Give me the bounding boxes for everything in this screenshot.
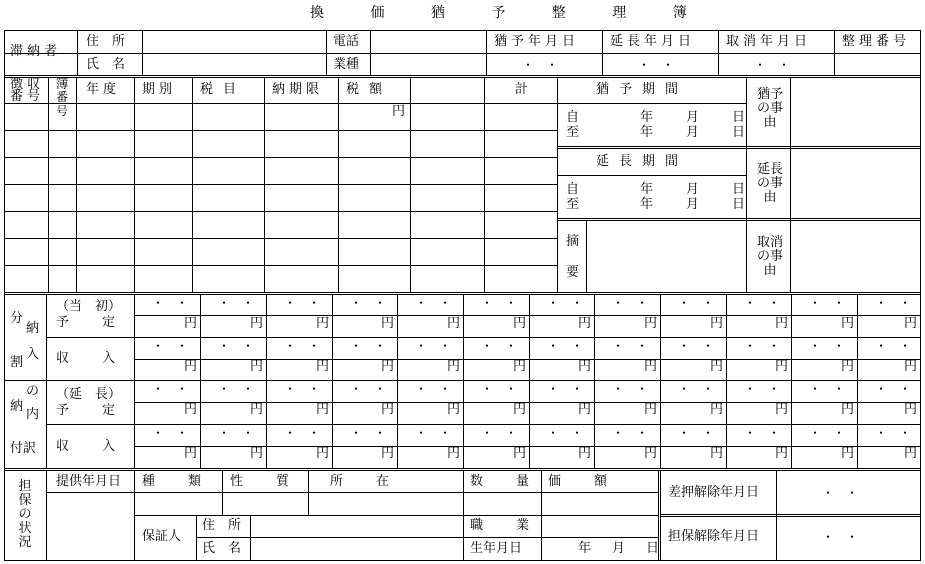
installment-label-5: 内 xyxy=(26,407,40,422)
installment-yen-cell: 円 xyxy=(184,402,198,417)
collateral-release-label: 担保解除年月日 xyxy=(668,529,760,544)
installment-yen-cell: 円 xyxy=(184,359,198,374)
installment-yen-cell: 円 xyxy=(775,316,789,331)
installment-yen-cell: 円 xyxy=(381,316,395,331)
tax-amount-header: 税額 xyxy=(346,82,393,97)
ledger-label-2: 番号 xyxy=(55,90,68,118)
installment-yen-cell: 円 xyxy=(316,359,330,374)
cancel-date-label: 取消年月日 xyxy=(726,34,812,49)
installment-date-cell: ・ ・ xyxy=(415,296,452,310)
installment-yen-cell: 円 xyxy=(381,359,395,374)
installment-date-cell: ・ ・ xyxy=(612,339,649,353)
grace-date-value: ・ ・ xyxy=(522,58,559,72)
installment-date-cell: ・ ・ xyxy=(547,426,584,440)
remarks-label-bottom: 要 xyxy=(566,265,580,280)
installment-date-cell: ・ ・ xyxy=(350,382,387,396)
installment-date-cell: ・ ・ xyxy=(284,339,321,353)
installment-date-cell: ・ ・ xyxy=(218,339,255,353)
installment-date-cell: ・ ・ xyxy=(481,296,518,310)
installment-date-cell: ・ ・ xyxy=(809,426,846,440)
grace-to-label: 至 xyxy=(566,125,580,140)
installment-yen-cell: 円 xyxy=(316,316,330,331)
installment-label-3: の xyxy=(26,384,40,399)
grace-reason-label: 猶予の事由 xyxy=(756,87,783,130)
installment-date-cell: ・ ・ xyxy=(350,426,387,440)
installment-date-cell: ・ ・ xyxy=(875,296,912,310)
extension-reason-label: 延長の事由 xyxy=(756,162,783,205)
extended-income-label: 収 入 xyxy=(56,439,126,454)
collection-label-top: 徴収 xyxy=(10,77,45,92)
grace-date-label: 猶予年月日 xyxy=(494,34,580,49)
installment-date-cell: ・ ・ xyxy=(547,382,584,396)
ext-from-label: 自 xyxy=(566,182,580,197)
installment-yen-cell: 円 xyxy=(775,359,789,374)
provided-date-header: 提供年月日 xyxy=(56,474,122,489)
tax-item-header: 税目 xyxy=(200,82,247,97)
installment-yen-cell: 円 xyxy=(250,446,264,461)
installment-date-cell: ・ ・ xyxy=(284,426,321,440)
installment-date-cell: ・ ・ xyxy=(875,339,912,353)
installment-yen-cell: 円 xyxy=(841,359,855,374)
serial-number-label: 整理番号 xyxy=(842,34,911,49)
installment-date-cell: ・ ・ xyxy=(809,382,846,396)
occupation-label: 職 業 xyxy=(470,518,540,533)
ext-from-date: 年 月 日 xyxy=(640,182,756,197)
taxpayer-label: 滞納者 xyxy=(10,44,62,59)
installment-yen-cell: 円 xyxy=(513,316,527,331)
year-header: 年度 xyxy=(86,82,121,97)
form-title: 換 価 猶 予 整 理 簿 xyxy=(310,5,708,21)
yen-unit: 円 xyxy=(392,104,406,119)
installment-yen-cell: 円 xyxy=(710,402,724,417)
installment-date-cell: ・ ・ xyxy=(612,426,649,440)
installment-yen-cell: 円 xyxy=(841,316,855,331)
installment-yen-cell: 円 xyxy=(184,316,198,331)
installment-yen-cell: 円 xyxy=(447,446,461,461)
collateral-nature-header: 性 質 xyxy=(230,474,300,489)
installment-date-cell: ・ ・ xyxy=(415,382,452,396)
installment-date-cell: ・ ・ xyxy=(678,296,715,310)
installment-date-cell: ・ ・ xyxy=(152,339,189,353)
total-header: 計 xyxy=(515,82,529,97)
installment-date-cell: ・ ・ xyxy=(284,296,321,310)
birth-date-value: 年 月 日 xyxy=(578,541,664,556)
installment-yen-cell: 円 xyxy=(578,359,592,374)
installment-yen-cell: 円 xyxy=(841,446,855,461)
installment-date-cell: ・ ・ xyxy=(481,382,518,396)
installment-yen-cell: 円 xyxy=(513,359,527,374)
installment-yen-cell: 円 xyxy=(513,446,527,461)
installment-yen-cell: 円 xyxy=(250,402,264,417)
installment-date-cell: ・ ・ xyxy=(218,382,255,396)
installment-paren-1: 納 xyxy=(26,321,40,336)
name-label: 氏 名 xyxy=(86,57,126,72)
guarantor-address-label: 住 所 xyxy=(202,518,242,533)
installment-yen-cell: 円 xyxy=(578,446,592,461)
installment-date-cell: ・ ・ xyxy=(481,339,518,353)
guarantor-label: 保証人 xyxy=(142,529,182,544)
initial-plan-label: 予 定 xyxy=(56,315,126,330)
installment-yen-cell: 円 xyxy=(904,359,918,374)
installment-yen-cell: 円 xyxy=(904,402,918,417)
installment-label-4: 納 xyxy=(10,399,24,414)
installment-label-1: 分 xyxy=(10,311,24,326)
business-label: 業種 xyxy=(333,57,360,72)
installment-date-cell: ・ ・ xyxy=(152,382,189,396)
extended-plan-label: 予 定 xyxy=(56,403,126,418)
extended-label: （延 長） xyxy=(56,387,122,402)
grace-from-label: 自 xyxy=(566,110,580,125)
extension-period-label: 延長期間 xyxy=(596,154,689,169)
installment-date-cell: ・ ・ xyxy=(547,339,584,353)
installment-yen-cell: 円 xyxy=(904,316,918,331)
installment-yen-cell: 円 xyxy=(250,359,264,374)
installment-date-cell: ・ ・ xyxy=(678,426,715,440)
collateral-location-header: 所 在 xyxy=(330,474,400,489)
collateral-status-label: 担保の状況 xyxy=(18,479,32,550)
installment-date-cell: ・ ・ xyxy=(152,426,189,440)
installment-yen-cell: 円 xyxy=(841,402,855,417)
ext-to-label: 至 xyxy=(566,197,580,212)
grace-from-date: 年 月 日 xyxy=(640,110,756,125)
seizure-release-label: 差押解除年月日 xyxy=(668,485,760,500)
installment-date-cell: ・ ・ xyxy=(415,339,452,353)
installment-date-cell: ・ ・ xyxy=(350,296,387,310)
installment-date-cell: ・ ・ xyxy=(744,426,781,440)
guarantor-name-label: 氏 名 xyxy=(202,541,242,556)
installment-date-cell: ・ ・ xyxy=(744,296,781,310)
collateral-value-header: 価 額 xyxy=(548,474,618,489)
installment-date-cell: ・ ・ xyxy=(612,382,649,396)
installment-yen-cell: 円 xyxy=(447,316,461,331)
installment-yen-cell: 円 xyxy=(578,316,592,331)
installment-label-6: 付訳 xyxy=(10,441,37,456)
birth-date-label: 生年月日 xyxy=(470,541,523,556)
deadline-header: 納期限 xyxy=(272,82,324,97)
initial-income-label: 収 入 xyxy=(56,351,126,366)
installment-date-cell: ・ ・ xyxy=(809,296,846,310)
installment-date-cell: ・ ・ xyxy=(284,382,321,396)
installment-date-cell: ・ ・ xyxy=(809,339,846,353)
extension-date-label: 延長年月日 xyxy=(610,34,696,49)
installment-date-cell: ・ ・ xyxy=(744,382,781,396)
installment-yen-cell: 円 xyxy=(381,402,395,417)
address-label: 住 所 xyxy=(86,34,126,49)
installment-yen-cell: 円 xyxy=(710,359,724,374)
collateral-type-header: 種 類 xyxy=(142,474,212,489)
installment-yen-cell: 円 xyxy=(250,316,264,331)
installment-yen-cell: 円 xyxy=(578,402,592,417)
installment-yen-cell: 円 xyxy=(644,402,658,417)
extension-date-value: ・ ・ xyxy=(638,58,675,72)
phone-label: 電話 xyxy=(333,34,360,49)
installment-date-cell: ・ ・ xyxy=(875,426,912,440)
installment-yen-cell: 円 xyxy=(447,359,461,374)
seizure-release-date: ・ ・ xyxy=(822,486,859,500)
installment-yen-cell: 円 xyxy=(644,316,658,331)
installment-date-cell: ・ ・ xyxy=(678,382,715,396)
installment-yen-cell: 円 xyxy=(904,446,918,461)
installment-date-cell: ・ ・ xyxy=(218,296,255,310)
period-header: 期別 xyxy=(142,82,177,97)
installment-yen-cell: 円 xyxy=(775,446,789,461)
installment-date-cell: ・ ・ xyxy=(875,382,912,396)
installment-yen-cell: 円 xyxy=(710,446,724,461)
installment-yen-cell: 円 xyxy=(184,446,198,461)
installment-yen-cell: 円 xyxy=(316,446,330,461)
installment-yen-cell: 円 xyxy=(316,402,330,417)
installment-label-2: 割 xyxy=(10,355,24,370)
grace-period-label: 猶予期間 xyxy=(596,82,689,97)
initial-label: （当 初） xyxy=(56,299,122,314)
installment-date-cell: ・ ・ xyxy=(744,339,781,353)
installment-yen-cell: 円 xyxy=(644,359,658,374)
installment-yen-cell: 円 xyxy=(513,402,527,417)
installment-yen-cell: 円 xyxy=(381,446,395,461)
installment-paren-2: 入 xyxy=(26,347,40,362)
installment-date-cell: ・ ・ xyxy=(350,339,387,353)
collateral-release-date: ・ ・ xyxy=(822,530,859,544)
cancel-reason-label: 取消の事由 xyxy=(756,235,783,278)
ledger-label: 簿 xyxy=(55,77,69,92)
ext-to-date: 年 月 日 xyxy=(640,197,756,212)
remarks-label-top: 摘 xyxy=(566,234,580,249)
cancel-date-value: ・ ・ xyxy=(754,58,791,72)
installment-yen-cell: 円 xyxy=(447,402,461,417)
installment-date-cell: ・ ・ xyxy=(547,296,584,310)
installment-date-cell: ・ ・ xyxy=(678,339,715,353)
installment-date-cell: ・ ・ xyxy=(218,426,255,440)
collateral-quantity-header: 数 量 xyxy=(470,474,540,489)
installment-date-cell: ・ ・ xyxy=(415,426,452,440)
installment-date-cell: ・ ・ xyxy=(612,296,649,310)
installment-yen-cell: 円 xyxy=(775,402,789,417)
collection-label-bottom: 番号 xyxy=(10,89,45,104)
installment-yen-cell: 円 xyxy=(710,316,724,331)
installment-date-cell: ・ ・ xyxy=(481,426,518,440)
installment-date-cell: ・ ・ xyxy=(152,296,189,310)
grace-to-date: 年 月 日 xyxy=(640,125,756,140)
installment-yen-cell: 円 xyxy=(644,446,658,461)
